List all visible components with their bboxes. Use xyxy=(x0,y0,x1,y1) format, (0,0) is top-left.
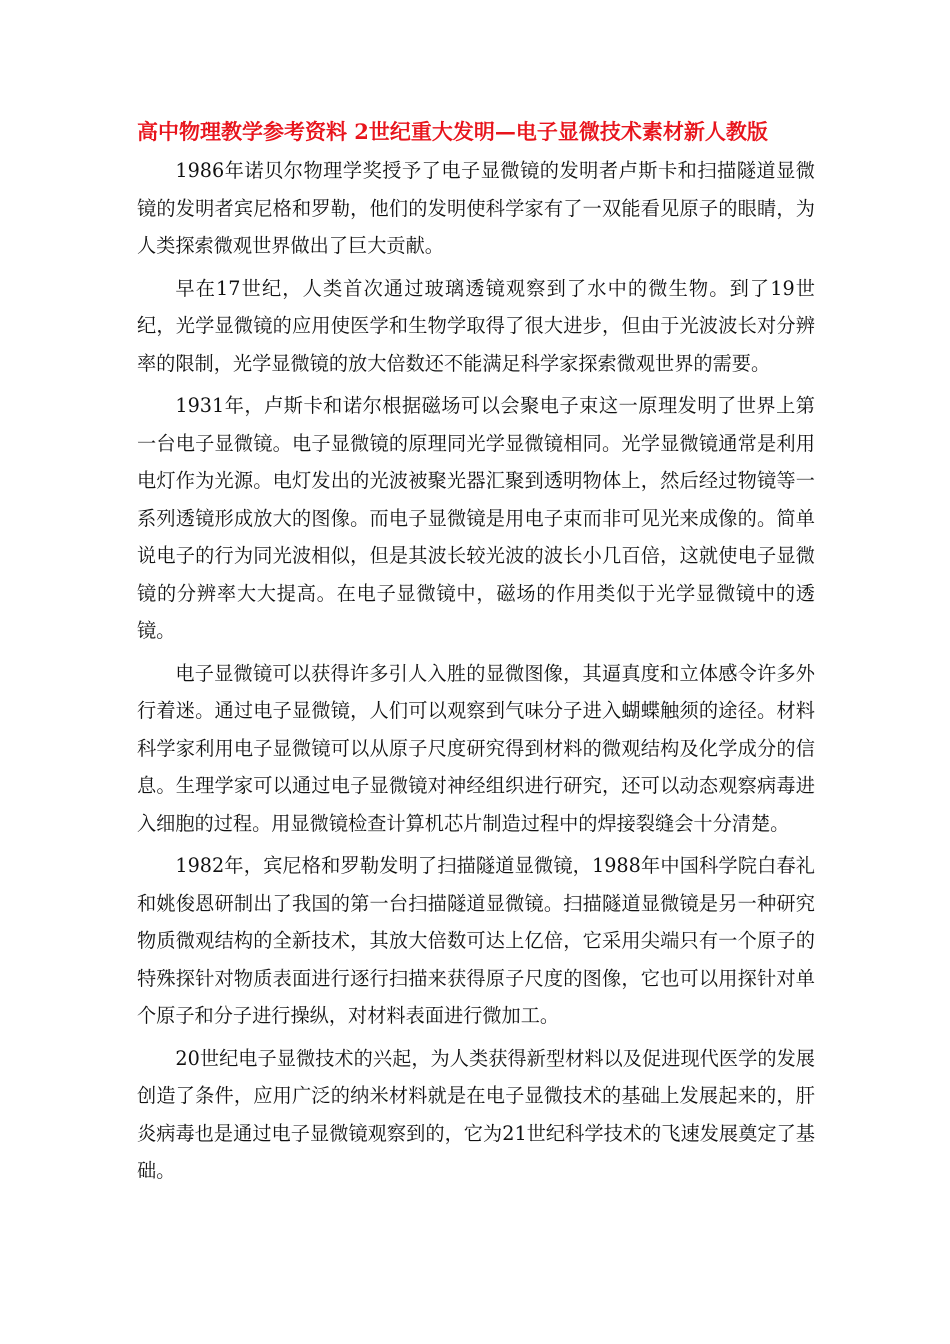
paragraph-6: 20世纪电子显微技术的兴起，为人类获得新型材料以及促进现代医学的发展创造了条件，应用广泛的纳米材料就是在电子显微技术的基础上发展起来的，肝炎病毒也是通过电子显微镜观察到的，它为21世纪科学技术的飞速发展奠定了基础。 xyxy=(137,1046,815,1182)
paragraph-5: 1982年，宾尼格和罗勒发明了扫描隧道显微镜，1988年中国科学院白春礼和姚俊恩研制出了我国的第一台扫描隧道显微镜。扫描隧道显微镜是另一种研究物质微观结构的全新技术，其放大倍数可达上亿倍，它采用尖端只有一个原子的特殊探针对物质表面进行逐行扫描来获得原子尺度的图像，它也可以用探针对单个原子和分子进行操纵，对材料表面进行微加工。 xyxy=(137,854,815,1027)
document-body xyxy=(137,152,815,1195)
document-title: 高中物理教学参考资料 2世纪重大发明—电子显微技术素材新人教版 xyxy=(137,119,768,144)
paragraph-2: 早在17世纪，人类首次通过玻璃透镜观察到了水中的微生物。到了19世纪，光学显微镜的应用使医学和生物学取得了很大进步，但由于光波波长对分辨率的限制，光学显微镜的放大倍数还不能满足科学家探索微观世界的需要。 xyxy=(137,276,815,375)
paragraph-4: 电子显微镜可以获得许多引人入胜的显微图像，其逼真度和立体感令许多外行着迷。通过电子显微镜，人们可以观察到气味分子进入蝴蝶触须的途径。材料科学家利用电子显微镜可以从原子尺度研究得到材料的微观结构及化学成分的信息。生理学家可以通过电子显微镜对神经组织进行研究，还可以动态观察病毒进入细胞的过程。用显微镜检查计算机芯片制造过程中的焊接裂缝会十分清楚。 xyxy=(137,661,815,835)
paragraph-3: 1931年，卢斯卡和诺尔根据磁场可以会聚电子束这一原理发明了世界上第一台电子显微镜。电子显微镜的原理同光学显微镜相同。光学显微镜通常是利用电灯作为光源。电灯发出的光波被聚光器汇聚到透明物体上，然后经过物镜等一系列透镜形成放大的图像。而电子显微镜是用电子束而非可见光来成像的。简单说电子的行为同光波相似，但是其波长较光波的波长小几百倍，这就使电子显微镜的分辨率大大提高。在电子显微镜中，磁场的作用类似于光学显微镜中的透镜。 xyxy=(137,394,815,642)
paragraph-1: 1986年诺贝尔物理学奖授予了电子显微镜的发明者卢斯卡和扫描隧道显微镜的发明者宾尼格和罗勒，他们的发明使科学家有了一双能看见原子的眼睛，为人类探索微观世界做出了巨大贡献。 xyxy=(137,159,815,257)
